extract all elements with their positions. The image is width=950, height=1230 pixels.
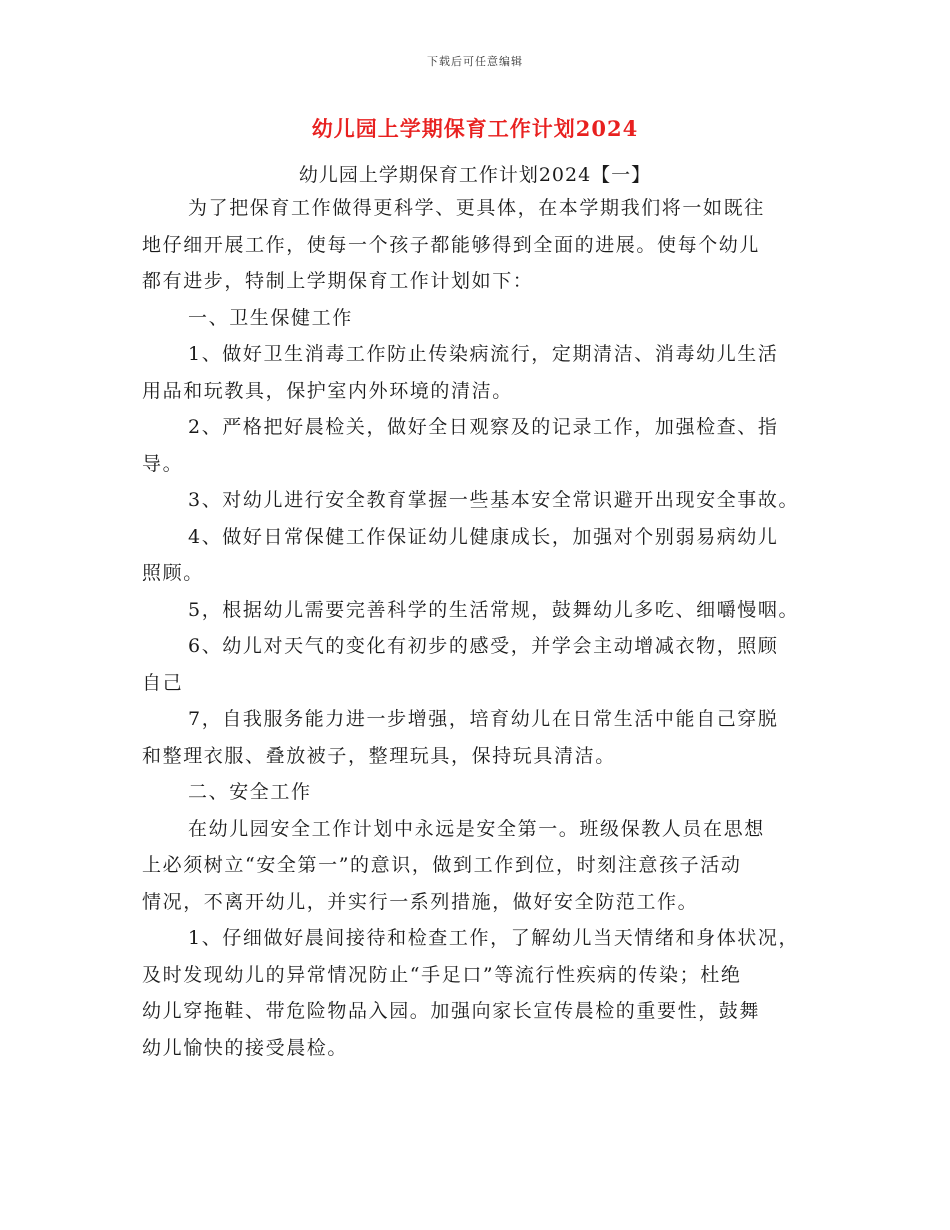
hygiene-item-6: 6、幼儿对天气的变化有初步的感受，并学会主动增减衣物，照顾 自己 (142, 635, 779, 694)
hygiene-item-3: 3、对幼儿进行安全教育掌握一些基本安全常识避开出现安全事故。 (188, 489, 800, 511)
document-body (142, 190, 822, 1066)
document-subtitle: 幼儿园上学期保育工作计划2024【一】 (298, 164, 652, 186)
header-note: 下载后可任意编辑 (427, 55, 523, 68)
hygiene-item-4: 4、做好日常保健工作保证幼儿健康成长，加强对个别弱易病幼儿 照顾。 (142, 525, 779, 584)
safety-item-1: 1、仔细做好晨间接待和检查工作，了解幼儿当天情绪和身体状况， 及时发现幼儿的异常情况防止“手足口”等流行性疾病的传染；杜绝 幼儿穿拖鞋、带危险物品入园。加强向家长宣传晨检的重要性，鼓舞 幼儿愉快的接受晨检。 (142, 927, 800, 1059)
safety-intro-paragraph: 在幼儿园安全工作计划中永远是安全第一。班级保教人员在思想 上必须树立“安全第一”的意识，做到工作到位，时刻注意孩子活动 情况，不离开幼儿，并实行一系列措施，做好安全防范工作。 (142, 817, 765, 913)
section-heading-hygiene: 一、卫生保健工作 (188, 306, 353, 329)
document-title: 幼儿园上学期保育工作计划2024 (311, 116, 639, 141)
section-heading-safety: 二、安全工作 (188, 781, 312, 803)
hygiene-item-5: 5，根据幼儿需要完善科学的生活常规，鼓舞幼儿多吃、细嚼慢咽。 (188, 598, 800, 621)
intro-paragraph: 为了把保育工作做得更科学、更具体，在本学期我们将一如既往 地仔细开展工作，使每一个孩子都能够得到全面的进展。使每个幼儿 都有进步，特制上学期保育工作计划如下： (142, 197, 765, 292)
hygiene-item-1: 1、做好卫生消毒工作防止传染病流行，定期清洁、消毒幼儿生活 用品和玩教具，保护室内外环境的清洁。 (142, 343, 779, 402)
hygiene-item-7: 7，自我服务能力进一步增强，培育幼儿在日常生活中能自己穿脱 和整理衣服、叠放被子，整理玩具，保持玩具清洁。 (142, 708, 779, 767)
hygiene-item-2: 2、严格把好晨检关，做好全日观察及的记录工作，加强检查、指 导。 (142, 416, 779, 475)
